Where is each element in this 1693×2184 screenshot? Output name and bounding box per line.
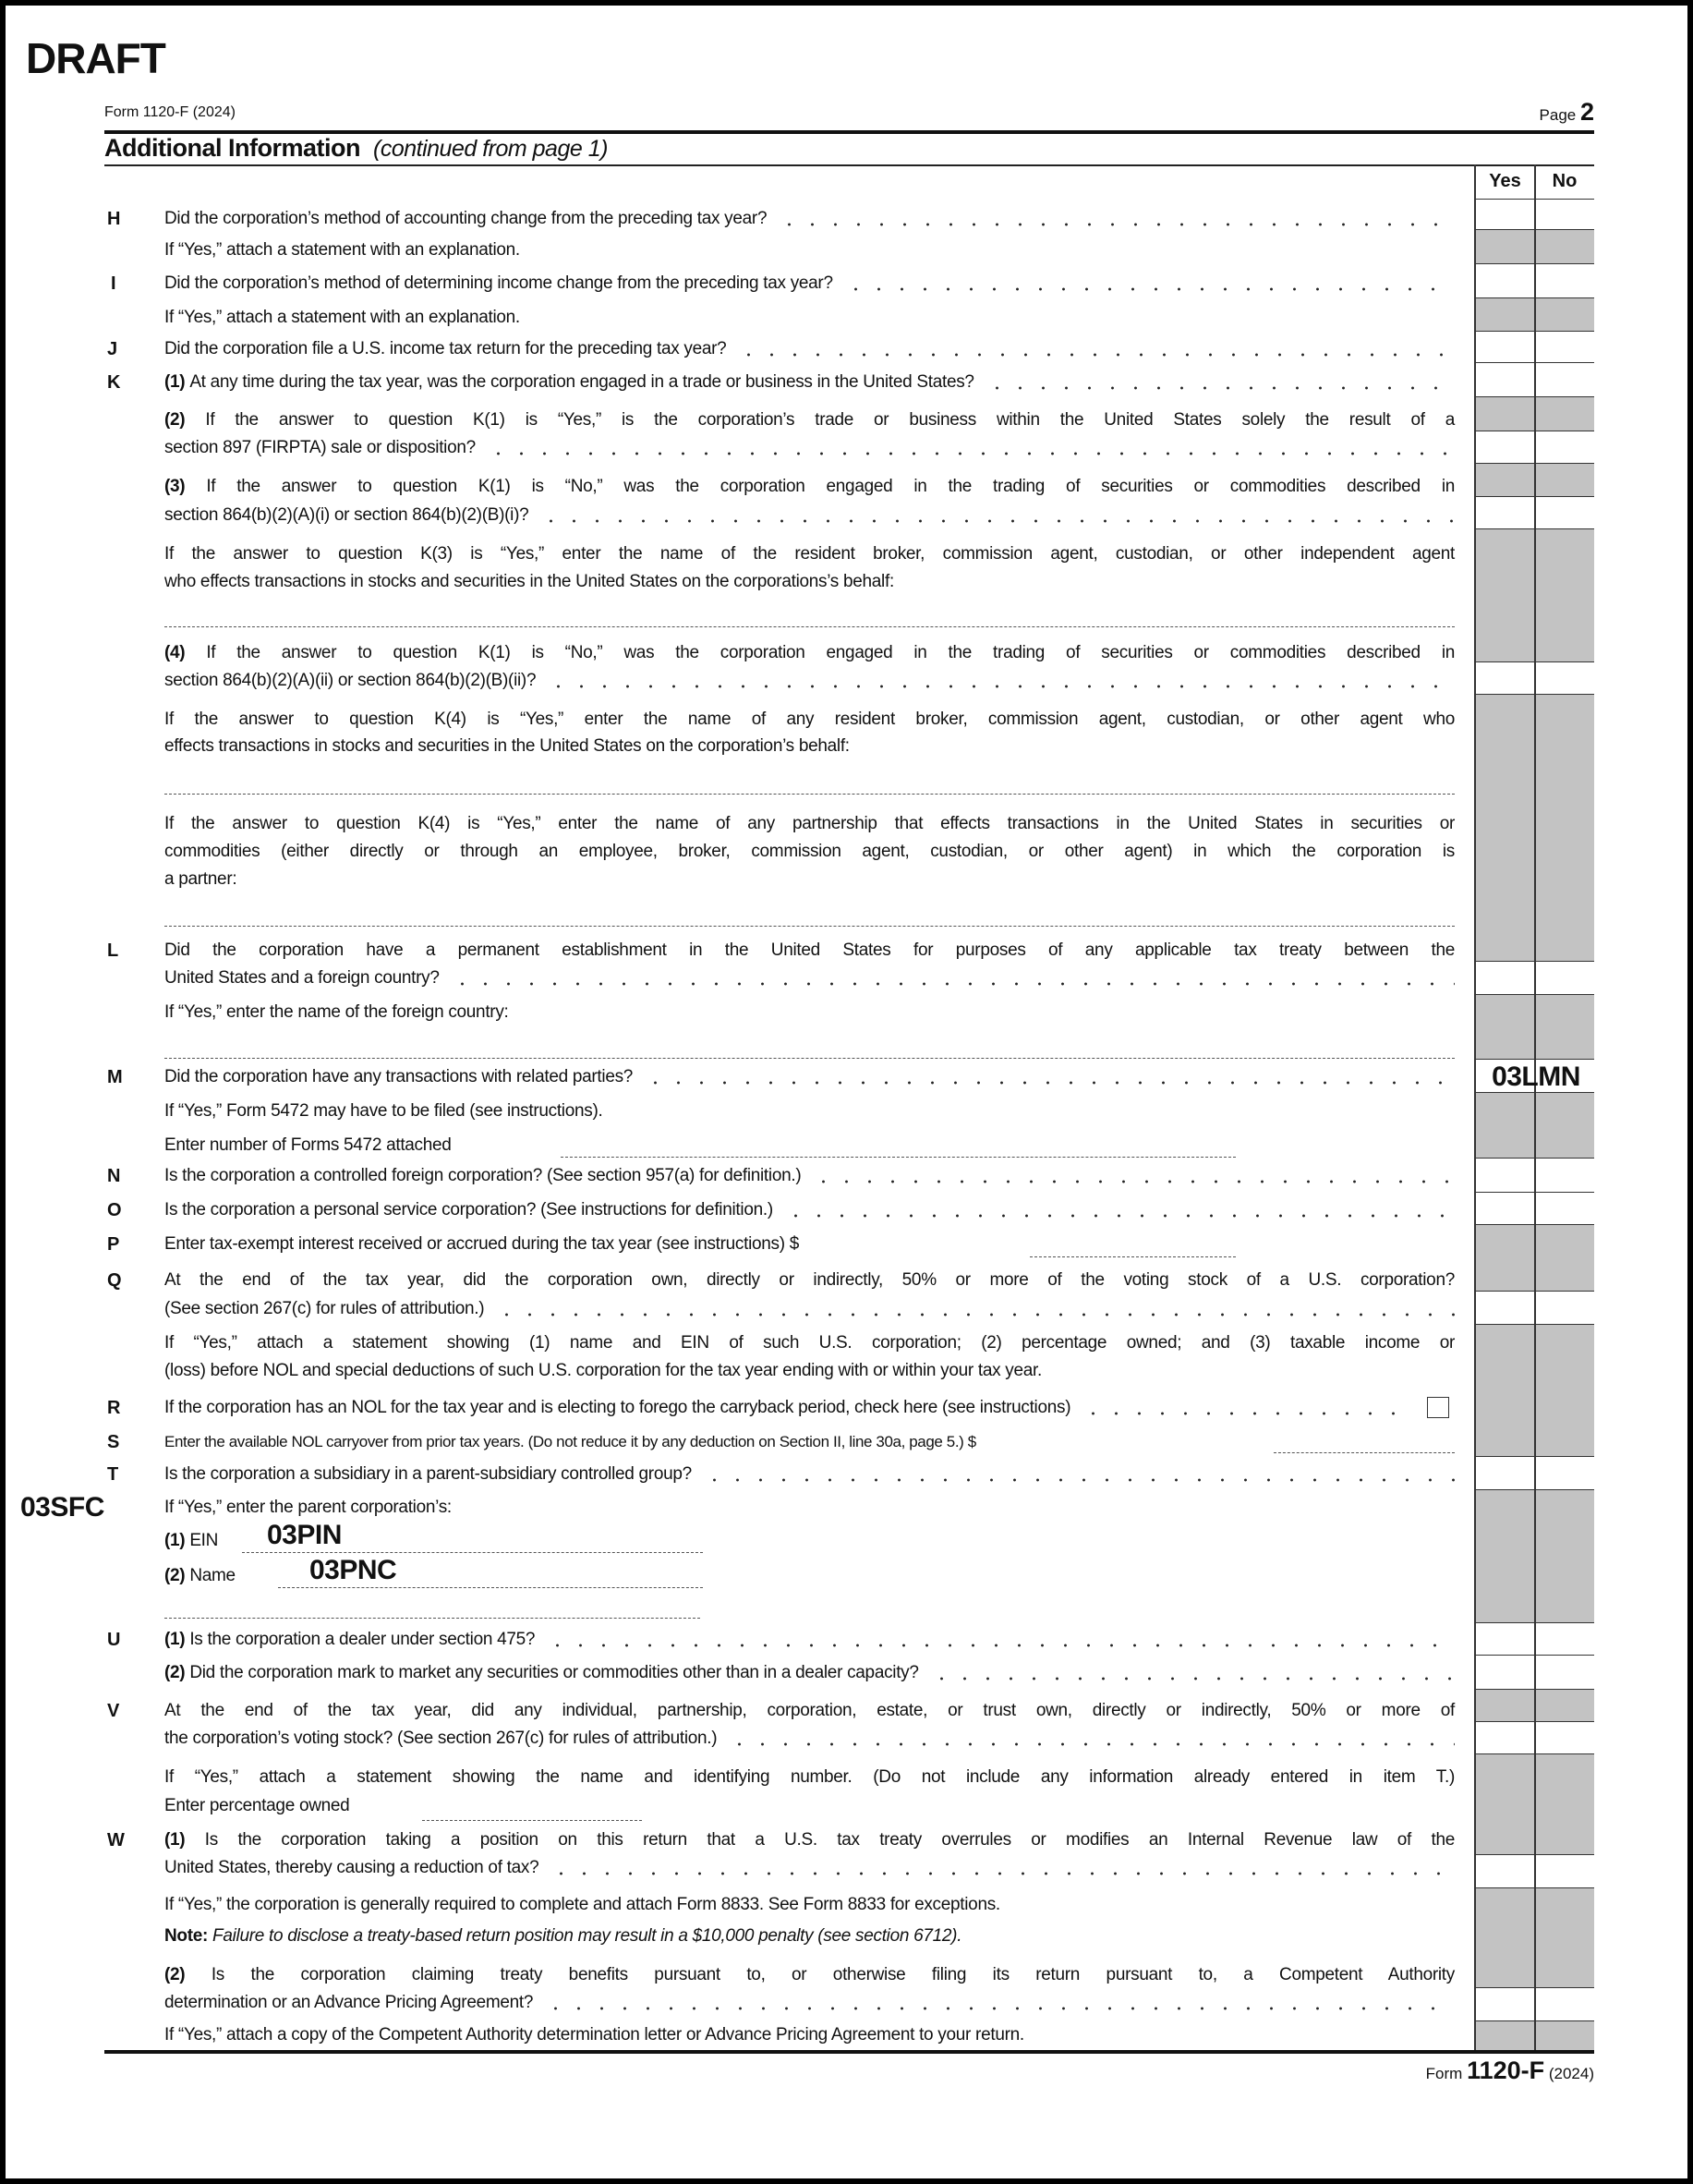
item-letter-w: W <box>107 1830 125 1850</box>
sub-number: (2) <box>164 1663 186 1682</box>
item-letter-i: I <box>111 273 116 294</box>
section-title <box>104 134 608 163</box>
footer-form-id <box>1426 2057 1594 2085</box>
question-n <box>164 1165 1455 1187</box>
dot-leader <box>546 1629 1455 1651</box>
no-answer-box[interactable] <box>1535 332 1594 363</box>
question-text: the corporation’s voting stock? (See section 267(c) for rules of attribution.) <box>164 1729 718 1748</box>
item-letter-q: Q <box>107 1270 122 1291</box>
no-column-header: No <box>1535 164 1594 200</box>
item-letter-l: L <box>107 940 119 961</box>
form-label: Form 1120-F (2024) <box>104 104 236 120</box>
question-s <box>164 1431 1455 1453</box>
yes-answer-box[interactable] <box>1475 1193 1535 1225</box>
yes-answer-box[interactable] <box>1475 1722 1535 1754</box>
note-text: If “Yes,” enter the name of the foreign country: <box>164 1002 509 1022</box>
shaded-cell <box>1475 1093 1535 1159</box>
dot-leader <box>547 670 1455 692</box>
shaded-cell <box>1535 2021 1594 2051</box>
shaded-cell <box>1475 298 1535 332</box>
penalty-note <box>164 1925 1455 1947</box>
no-answer-box[interactable] <box>1535 1457 1594 1490</box>
shaded-cell <box>1475 1225 1535 1292</box>
dot-leader <box>539 504 1455 527</box>
note-text: If “Yes,” attach a copy of the Competent Authority determination letter or Advance Pricing Agreement to your return. <box>164 2025 1024 2044</box>
yes-answer-box[interactable] <box>1475 1292 1535 1325</box>
yes-answer-box[interactable] <box>1475 962 1535 995</box>
no-answer-box[interactable] <box>1535 1292 1594 1325</box>
yes-answer-box[interactable] <box>1475 1988 1535 2021</box>
page-indicator <box>1540 98 1594 127</box>
k4-partner-instr-line2 <box>164 841 1455 863</box>
shaded-cell <box>1535 1490 1594 1623</box>
question-k1 <box>164 371 1455 394</box>
item-letter-u: U <box>107 1630 121 1650</box>
yes-answer-box[interactable] <box>1475 1656 1535 1690</box>
k4-name-instr-line2 <box>164 735 1455 758</box>
draft-watermark: DRAFT <box>26 34 165 82</box>
shaded-cell <box>1475 2021 1535 2051</box>
yes-answer-box[interactable] <box>1475 1457 1535 1490</box>
question-k4-line2 <box>164 670 1455 692</box>
question-text: section 897 (FIRPTA) sale or disposition? <box>164 438 476 457</box>
yes-answer-box[interactable] <box>1475 1159 1535 1193</box>
k3-agent-name-field[interactable] <box>164 626 1455 627</box>
question-text: Is the corporation claiming treaty benefits pursuant to, or otherwise filing its return pursuant to, a Competent Authority <box>211 1965 1455 1984</box>
question-k3-line1 <box>164 476 1455 498</box>
no-answer-box[interactable] <box>1535 200 1594 230</box>
item-letter-r: R <box>107 1398 121 1418</box>
yes-answer-box[interactable] <box>1475 363 1535 397</box>
question-k4-line1 <box>164 642 1455 664</box>
sub-number: (2) <box>164 1566 186 1585</box>
note-v <box>164 1766 1455 1789</box>
yes-answer-box[interactable] <box>1475 431 1535 464</box>
dot-leader <box>451 967 1455 989</box>
instruction-text: commodities (either directly or through an employee, broker, commission agent, custodian, or other agent) in which the corporation is <box>164 842 1455 861</box>
question-w2-line2 <box>164 1992 1455 2014</box>
item-letter-o: O <box>107 1200 122 1220</box>
yes-answer-box[interactable] <box>1475 200 1535 230</box>
note-q-line1 <box>164 1332 1455 1354</box>
question-text: section 864(b)(2)(A)(i) or section 864(b)(2)(B)(i)? <box>164 505 529 525</box>
shaded-cell <box>1535 397 1594 431</box>
parent-name-field-line2[interactable] <box>164 1618 700 1619</box>
question-w1-line1 <box>164 1829 1455 1851</box>
note-text: If “Yes,” attach a statement with an explanation. <box>164 240 520 260</box>
no-answer-box[interactable] <box>1535 1193 1594 1225</box>
no-answer-box[interactable] <box>1535 1623 1594 1656</box>
parent-ein-field[interactable] <box>242 1552 703 1553</box>
no-answer-box[interactable] <box>1535 497 1594 529</box>
question-text: United States, thereby causing a reduction of tax? <box>164 1858 539 1877</box>
question-text: Enter the available NOL carryover from prior tax years. (Do not reduce it by any deduction on Section II, line 30a, page 5.) $ <box>164 1433 976 1450</box>
k4-name-instr-line1 <box>164 709 1455 731</box>
shaded-cell <box>1475 695 1535 962</box>
shaded-cell <box>1475 230 1535 264</box>
shaded-cell <box>1535 995 1594 1060</box>
note-l <box>164 1001 1455 1024</box>
no-answer-box[interactable] <box>1535 1722 1594 1754</box>
no-answer-box[interactable] <box>1535 431 1594 464</box>
sub-number: (1) <box>164 1830 186 1850</box>
dot-leader <box>495 1298 1455 1320</box>
forms-5472-count-field[interactable] <box>561 1157 1236 1158</box>
yes-answer-box[interactable] <box>1475 497 1535 529</box>
note-text: If “Yes,” attach a statement showing the name and identifying number. (Do not include any information already entered in item T.) <box>164 1767 1455 1787</box>
shaded-cell <box>1535 298 1594 332</box>
shaded-cell <box>1475 529 1535 662</box>
shaded-cell <box>1535 1888 1594 1988</box>
question-p <box>164 1233 1455 1256</box>
shaded-cell <box>1535 1754 1594 1855</box>
shaded-cell <box>1475 1754 1535 1855</box>
field-label: Name <box>189 1566 236 1585</box>
question-text: If the answer to question K(1) is “No,” was the corporation engaged in the trading of securities or commodities described in <box>206 643 1456 662</box>
question-w1-line2 <box>164 1857 1455 1879</box>
sub-number: (1) <box>164 372 186 392</box>
yes-answer-box[interactable] <box>1475 662 1535 695</box>
yes-answer-box[interactable] <box>1475 1623 1535 1656</box>
question-o <box>164 1199 1455 1221</box>
item-letter-m: M <box>107 1067 123 1087</box>
question-v-line1 <box>164 1700 1455 1722</box>
item-letter-p: P <box>107 1234 120 1255</box>
instruction-text: effects transactions in stocks and securities in the United States on the corporation’s behalf: <box>164 736 850 756</box>
question-text: Is the corporation a personal service corporation? (See instructions for definition.) <box>164 1200 773 1219</box>
note-m <box>164 1100 1455 1122</box>
k3-name-instr-line1 <box>164 543 1455 565</box>
item-letter-t: T <box>107 1464 119 1485</box>
question-w2-line1 <box>164 1964 1455 1986</box>
question-u1 <box>164 1629 1455 1651</box>
sub-number: (2) <box>164 410 186 430</box>
field-label: EIN <box>189 1531 219 1550</box>
instruction-text: If the answer to question K(4) is “Yes,” enter the name of any resident broker, commission agent, custodian, or other agent who <box>164 710 1455 729</box>
no-answer-box[interactable] <box>1535 962 1594 995</box>
item-letter-h: H <box>107 209 121 229</box>
question-text: Did the corporation file a U.S. income tax return for the preceding tax year? <box>164 339 727 358</box>
question-text: If the corporation has an NOL for the tax year and is electing to forego the carryback period, check here (see instructions) <box>164 1398 1071 1417</box>
instruction-text: a partner: <box>164 869 237 889</box>
dot-leader <box>644 1066 1455 1088</box>
k4-partner-instr-line1 <box>164 813 1455 835</box>
question-text: Is the corporation a dealer under section 475? <box>189 1630 536 1649</box>
dot-leader <box>1082 1397 1411 1419</box>
note-text: (loss) before NOL and special deductions of such U.S. corporation for the tax year ending with or within your tax year. <box>164 1361 1042 1380</box>
note-text: If “Yes,” attach a statement with an explanation. <box>164 308 520 327</box>
question-text: At the end of the tax year, did the corporation own, directly or indirectly, 50% or more of the voting stock of a U.S. corporation? <box>164 1270 1455 1290</box>
answer-column-border <box>1474 164 1476 2051</box>
question-text: Is the corporation a controlled foreign corporation? (See section 957(a) for definition.) <box>164 1166 802 1185</box>
note-text: If “Yes,” attach a statement showing (1) name and EIN of such U.S. corporation; (2) percentage owned; and (3) taxable income or <box>164 1333 1455 1353</box>
nol-carryover-field[interactable] <box>1274 1452 1455 1453</box>
question-r <box>164 1397 1411 1419</box>
page-number: 2 <box>1579 98 1594 126</box>
shaded-cell <box>1535 464 1594 497</box>
sub-number: (1) <box>164 1630 186 1649</box>
dot-leader <box>812 1165 1455 1187</box>
note-w1 <box>164 1894 1455 1916</box>
field-label: Enter number of Forms 5472 attached <box>164 1135 452 1155</box>
shaded-cell <box>1535 230 1594 264</box>
question-k2-line2 <box>164 437 1455 459</box>
note-text: If “Yes,” enter the parent corporation’s: <box>164 1498 452 1517</box>
field-code-pnc: 03PNC <box>309 1555 397 1585</box>
dot-leader <box>784 1199 1455 1221</box>
dot-leader <box>703 1463 1455 1486</box>
question-q-line1 <box>164 1269 1455 1292</box>
instruction-text: If the answer to question K(4) is “Yes,” enter the name of any partnership that effects transactions in the United States in securities or <box>164 814 1455 833</box>
note-w2 <box>164 2024 1455 2046</box>
tax-exempt-interest-field[interactable] <box>1030 1256 1236 1257</box>
item-letter-n: N <box>107 1166 121 1186</box>
shaded-cell <box>1475 1690 1535 1722</box>
question-k2-line1 <box>164 409 1455 431</box>
dot-leader <box>487 437 1455 459</box>
sub-number: (4) <box>164 643 186 662</box>
dot-leader <box>778 208 1455 230</box>
question-text: If the answer to question K(1) is “Yes,” is the corporation’s trade or business within the United States solely the result of a <box>205 410 1455 430</box>
shaded-cell <box>1535 529 1594 662</box>
instruction-text: who effects transactions in stocks and securities in the United States on the corporations’s behalf: <box>164 572 894 591</box>
k3-name-instr-line2 <box>164 571 1455 593</box>
field-code-pin: 03PIN <box>267 1520 342 1550</box>
note-label: Note: <box>164 1926 209 1946</box>
no-answer-box[interactable] <box>1535 363 1594 397</box>
question-h <box>164 208 1455 230</box>
dot-leader <box>550 1857 1455 1879</box>
k4-partnership-name-field[interactable] <box>164 926 1455 927</box>
shaded-cell <box>1535 695 1594 962</box>
no-answer-box[interactable] <box>1535 1988 1594 2021</box>
note-text: If “Yes,” Form 5472 may have to be filed (see instructions). <box>164 1101 603 1121</box>
shaded-cell <box>1535 1690 1594 1722</box>
shaded-cell <box>1535 1325 1594 1457</box>
yes-answer-box[interactable] <box>1475 1855 1535 1888</box>
dot-leader <box>986 371 1455 394</box>
no-answer-box[interactable] <box>1535 1656 1594 1690</box>
question-m <box>164 1066 1455 1088</box>
footer-rule <box>104 2050 1594 2054</box>
field-label: Enter percentage owned <box>164 1796 350 1815</box>
question-u2 <box>164 1662 1455 1684</box>
question-text: Did the corporation have any transactions with related parties? <box>164 1067 634 1086</box>
question-text: Is the corporation a subsidiary in a parent-subsidiary controlled group? <box>164 1464 692 1484</box>
page-label: Page <box>1539 106 1577 124</box>
percentage-owned-field[interactable] <box>422 1820 642 1821</box>
item-letter-v: V <box>107 1701 120 1721</box>
shaded-cell <box>1535 1225 1594 1292</box>
sub-number: (3) <box>164 477 186 496</box>
nol-election-checkbox[interactable] <box>1427 1397 1449 1418</box>
note-h <box>164 239 1455 261</box>
parent-name-field[interactable] <box>278 1587 703 1588</box>
no-answer-box[interactable] <box>1535 662 1594 695</box>
no-answer-box[interactable] <box>1535 1159 1594 1193</box>
forms-5472-label <box>164 1134 1455 1157</box>
question-k3-line2 <box>164 504 1455 527</box>
dot-leader <box>844 273 1455 295</box>
yes-no-divider <box>1534 164 1536 2051</box>
question-text: section 864(b)(2)(A)(ii) or section 864(b)(2)(B)(ii)? <box>164 671 537 690</box>
question-text: determination or an Advance Pricing Agreement? <box>164 1993 534 2012</box>
question-text: United States and a foreign country? <box>164 968 440 988</box>
item-letter-j: J <box>107 339 118 359</box>
question-text: Did the corporation’s method of determining income change from the preceding tax year? <box>164 273 833 293</box>
field-code-lmn: 03LMN <box>1492 1062 1580 1092</box>
sub-number: (1) <box>164 1531 186 1550</box>
question-q-line2 <box>164 1298 1455 1320</box>
yes-answer-box[interactable] <box>1475 264 1535 298</box>
question-i <box>164 273 1455 295</box>
k4-partner-instr-line3 <box>164 868 1455 891</box>
question-text: Did the corporation’s method of accounting change from the preceding tax year? <box>164 209 768 228</box>
question-t <box>164 1463 1455 1486</box>
question-j <box>164 338 1455 360</box>
note-text: If “Yes,” the corporation is generally required to complete and attach Form 8833. See Form 8833 for exceptions. <box>164 1895 1000 1914</box>
shaded-cell <box>1475 397 1535 431</box>
no-answer-box[interactable] <box>1535 1855 1594 1888</box>
note-q-line2 <box>164 1360 1455 1382</box>
dot-leader <box>930 1662 1455 1684</box>
section-title-text: Additional Information <box>104 134 360 162</box>
question-text: Is the corporation taking a position on this return that a U.S. tax treaty overrules or modifies an Internal Revenue law of the <box>204 1830 1455 1850</box>
dot-leader <box>544 1992 1455 2014</box>
dot-leader <box>728 1728 1455 1750</box>
question-l-line1 <box>164 940 1455 962</box>
shaded-cell <box>1475 1888 1535 1988</box>
note-text: Failure to disclose a treaty-based return position may result in a $10,000 penalty (see section 6712). <box>212 1926 962 1946</box>
shaded-cell <box>1475 995 1535 1060</box>
footer-year: (2024) <box>1548 2065 1594 2082</box>
dot-leader <box>737 338 1455 360</box>
no-answer-box[interactable] <box>1535 264 1594 298</box>
question-text: If the answer to question K(1) is “No,” was the corporation engaged in the trading of securities or commodities described in <box>206 477 1456 496</box>
percentage-owned-label <box>164 1795 1455 1817</box>
question-text: Enter tax-exempt interest received or accrued during the tax year (see instructions) $ <box>164 1234 800 1254</box>
field-code-sfc: 03SFC <box>20 1492 104 1523</box>
question-text: At any time during the tax year, was the corporation engaged in a trade or business in the United States? <box>189 372 974 392</box>
question-l-line2 <box>164 967 1455 989</box>
foreign-country-field[interactable] <box>164 1058 1455 1059</box>
yes-column-header: Yes <box>1475 164 1535 200</box>
footer-form-number: 1120-F <box>1467 2057 1545 2084</box>
question-text: At the end of the tax year, did any individual, partnership, corporation, estate, or trust own, directly or indirectly, 50% or more of <box>164 1701 1455 1720</box>
footer-form-word: Form <box>1425 2065 1463 2082</box>
section-subtitle: (continued from page 1) <box>373 136 608 162</box>
shaded-cell <box>1475 1325 1535 1457</box>
shaded-cell <box>1475 464 1535 497</box>
item-letter-k: K <box>107 372 121 393</box>
question-text: Did the corporation have a permanent establishment in the United States for purposes of any applicable tax treaty between the <box>164 940 1455 960</box>
sub-number: (2) <box>164 1965 186 1984</box>
instruction-text: If the answer to question K(3) is “Yes,” enter the name of the resident broker, commission agent, custodian, or other independent agent <box>164 544 1455 564</box>
question-text: (See section 267(c) for rules of attribution.) <box>164 1299 485 1318</box>
section-rule <box>104 164 1594 166</box>
note-t <box>164 1497 1455 1519</box>
shaded-cell <box>1535 1093 1594 1159</box>
question-v-line2 <box>164 1728 1455 1750</box>
note-i <box>164 307 1455 329</box>
shaded-cell <box>1475 1490 1535 1623</box>
yes-answer-box[interactable] <box>1475 332 1535 363</box>
parent-ein-label <box>164 1530 1455 1552</box>
k4-agent-name-field[interactable] <box>164 794 1455 795</box>
item-letter-s: S <box>107 1432 120 1452</box>
question-text: Did the corporation mark to market any securities or commodities other than in a dealer capacity? <box>189 1663 919 1682</box>
